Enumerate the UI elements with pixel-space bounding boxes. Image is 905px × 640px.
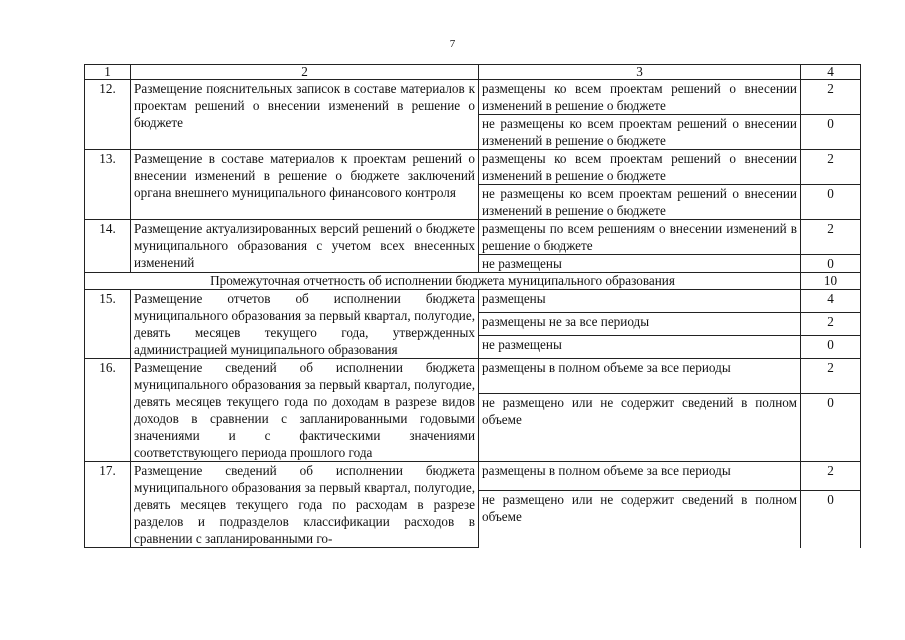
- criterion-text: не размещено или не содержит сведений в полном объеме: [479, 491, 801, 548]
- criterion-score: 2: [801, 80, 861, 115]
- table-row: [85, 462, 861, 491]
- item-description: Размещение сведений об исполнении бюджета муниципального образования за первый квартал, полугодие, девять месяцев текущего года по расходам в разрезе разделов и подразделов классификации расходов в сравнении с запланированными го-: [131, 462, 479, 548]
- criterion-score: 2: [801, 150, 861, 185]
- item-description: Размещение пояснительных записок в составе материалов к проектам решений о внесении изменений в решение о бюджете: [131, 80, 479, 150]
- criterion-text: размещены ко всем проектам решений о внесении изменений в решение о бюджете: [479, 80, 801, 115]
- header-cell: 1: [85, 65, 131, 80]
- table-header-row: [85, 65, 861, 80]
- criterion-score: 2: [801, 359, 861, 394]
- criterion-score: 4: [801, 290, 861, 313]
- table-row: [85, 359, 861, 394]
- criterion-score: 0: [801, 393, 861, 461]
- criterion-text: размещены в полном объеме за все периоды: [479, 462, 801, 491]
- table-row: [85, 80, 861, 115]
- item-description: Размещение сведений об исполнении бюджета муниципального образования за первый квартал, полугодие, девять месяцев текущего года по доходам в разрезе видов доходов в сравнении с запланированными годовыми значениями и с фактическими значениями соответствующего периода прошлого года: [131, 359, 479, 462]
- item-number: 13.: [85, 150, 131, 220]
- criterion-text: не размещены: [479, 336, 801, 359]
- table-row: [85, 220, 861, 255]
- header-cell: 4: [801, 65, 861, 80]
- section-score: 10: [801, 273, 861, 290]
- criterion-score: 2: [801, 220, 861, 255]
- criterion-text: не размещено или не содержит сведений в полном объеме: [479, 393, 801, 461]
- page-number: 7: [449, 38, 456, 50]
- section-row: [85, 273, 861, 290]
- criterion-score: 0: [801, 115, 861, 150]
- item-description: Размещение отчетов об исполнении бюджета муниципального образования за первый квартал, полугодие, девять месяцев текущего года, утвержденных администрацией муниципального образования: [131, 290, 479, 359]
- table-row: [85, 150, 861, 185]
- criterion-text: размещены не за все периоды: [479, 313, 801, 336]
- criterion-score: 0: [801, 491, 861, 548]
- criteria-table: [84, 64, 861, 548]
- criterion-text: не размещены: [479, 255, 801, 273]
- item-description: Размещение актуализированных версий решений о бюджете муниципального образования с учетом всех внесенных изменений: [131, 220, 479, 273]
- table-row: [85, 290, 861, 313]
- item-number: 14.: [85, 220, 131, 273]
- criterion-text: размещены по всем решениям о внесении изменений в решение о бюджете: [479, 220, 801, 255]
- item-number: 16.: [85, 359, 131, 462]
- header-cell: 2: [131, 65, 479, 80]
- criterion-score: 0: [801, 336, 861, 359]
- criterion-text: размещены ко всем проектам решений о внесении изменений в решение о бюджете: [479, 150, 801, 185]
- criterion-score: 2: [801, 462, 861, 491]
- item-number: 12.: [85, 80, 131, 150]
- criterion-text: не размещены ко всем проектам решений о внесении изменений в решение о бюджете: [479, 185, 801, 220]
- criterion-score: 0: [801, 255, 861, 273]
- item-number: 17.: [85, 462, 131, 548]
- criterion-text: размещены: [479, 290, 801, 313]
- header-cell: 3: [479, 65, 801, 80]
- criteria-table-body: [85, 65, 861, 548]
- criterion-text: не размещены ко всем проектам решений о внесении изменений в решение о бюджете: [479, 115, 801, 150]
- item-number: 15.: [85, 290, 131, 359]
- criterion-text: размещены в полном объеме за все периоды: [479, 359, 801, 394]
- criterion-score: 0: [801, 185, 861, 220]
- section-title: Промежуточная отчетность об исполнении бюджета муниципального образования: [85, 273, 801, 290]
- item-description: Размещение в составе материалов к проектам решений о внесении изменений в решение о бюджете заключений органа внешнего муниципального финансового контроля: [131, 150, 479, 220]
- criterion-score: 2: [801, 313, 861, 336]
